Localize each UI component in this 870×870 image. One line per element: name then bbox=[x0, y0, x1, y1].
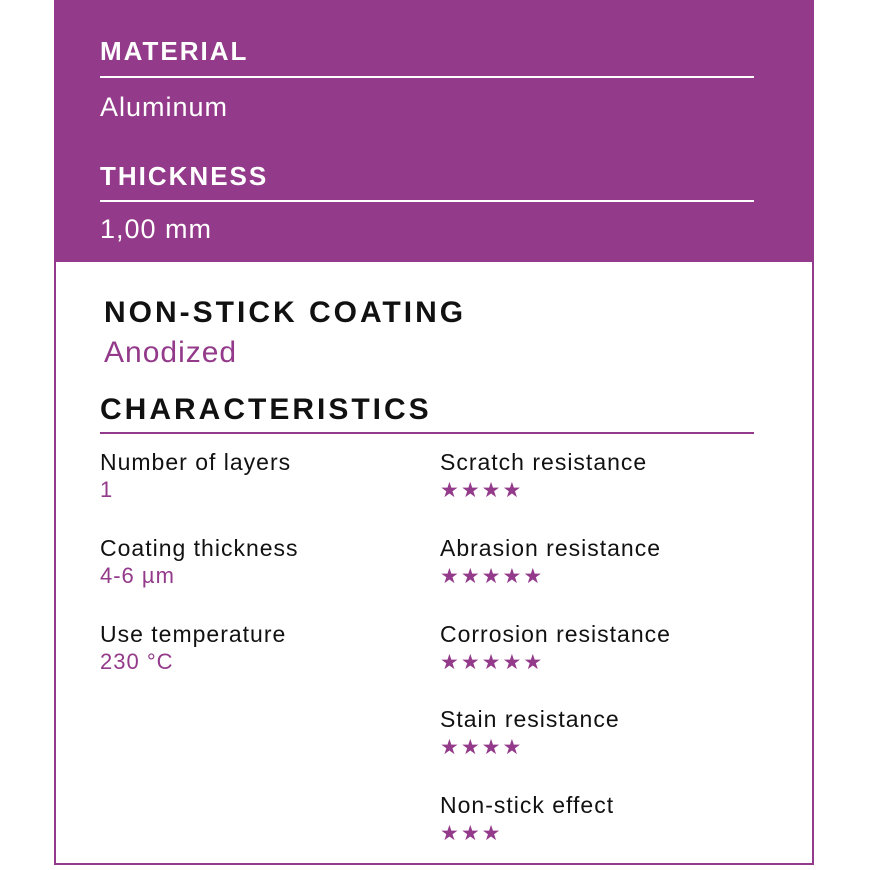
thickness-divider bbox=[100, 200, 754, 202]
star-rating bbox=[440, 733, 620, 763]
star-icon: ★ bbox=[481, 651, 503, 674]
star-icon: ★ bbox=[440, 822, 461, 845]
star-rating bbox=[440, 648, 671, 678]
coating-heading: NON-STICK COATING bbox=[104, 296, 467, 329]
rating-item-corrosion bbox=[440, 620, 671, 678]
star-icon: ★ bbox=[502, 479, 524, 502]
rating-item-scratch bbox=[440, 448, 647, 506]
rating-item-abrasion bbox=[440, 534, 661, 592]
spec-label: Number of layers bbox=[100, 449, 292, 475]
star-icon: ★ bbox=[460, 565, 482, 588]
star-icon: ★ bbox=[440, 651, 461, 674]
thickness-value: 1,00 mm bbox=[100, 214, 213, 244]
star-icon: ★ bbox=[523, 565, 545, 588]
star-icon: ★ bbox=[502, 565, 524, 588]
material-heading: MATERIAL bbox=[100, 36, 249, 66]
star-rating bbox=[440, 819, 614, 849]
star-icon: ★ bbox=[460, 736, 482, 759]
star-icon: ★ bbox=[481, 822, 503, 845]
star-icon: ★ bbox=[440, 479, 461, 502]
star-icon: ★ bbox=[481, 565, 503, 588]
star-icon: ★ bbox=[502, 736, 524, 759]
characteristics-heading: CHARACTERISTICS bbox=[100, 393, 432, 426]
spec-value: 1 bbox=[100, 477, 114, 502]
spec-label: Use temperature bbox=[100, 621, 287, 647]
rating-label: Scratch resistance bbox=[440, 449, 648, 475]
spec-value: 4-6 µm bbox=[100, 563, 175, 588]
thickness-heading: THICKNESS bbox=[100, 161, 269, 191]
spec-value: 230 °C bbox=[100, 649, 174, 674]
characteristics-divider bbox=[100, 432, 754, 434]
coating-value: Anodized bbox=[104, 336, 238, 369]
spec-item-coating-thickness bbox=[100, 534, 299, 590]
material-band bbox=[56, 0, 812, 262]
star-icon: ★ bbox=[460, 651, 482, 674]
product-spec-card bbox=[54, 0, 814, 865]
star-icon: ★ bbox=[460, 479, 482, 502]
star-rating bbox=[440, 476, 647, 506]
spec-item-layers bbox=[100, 448, 291, 504]
spec-label: Coating thickness bbox=[100, 535, 299, 561]
star-icon: ★ bbox=[481, 736, 503, 759]
star-icon: ★ bbox=[523, 651, 545, 674]
material-value: Aluminum bbox=[100, 92, 229, 122]
spec-item-use-temperature bbox=[100, 620, 286, 676]
rating-item-non-stick bbox=[440, 791, 614, 849]
rating-label: Abrasion resistance bbox=[440, 535, 661, 561]
rating-label: Stain resistance bbox=[440, 706, 620, 732]
star-icon: ★ bbox=[502, 651, 524, 674]
star-icon: ★ bbox=[481, 479, 503, 502]
star-icon: ★ bbox=[440, 736, 461, 759]
rating-label: Corrosion resistance bbox=[440, 621, 671, 647]
star-icon: ★ bbox=[460, 822, 482, 845]
rating-item-stain bbox=[440, 705, 620, 763]
rating-label: Non-stick effect bbox=[440, 792, 615, 818]
material-divider bbox=[100, 76, 754, 78]
star-rating bbox=[440, 562, 661, 592]
star-icon: ★ bbox=[440, 565, 461, 588]
